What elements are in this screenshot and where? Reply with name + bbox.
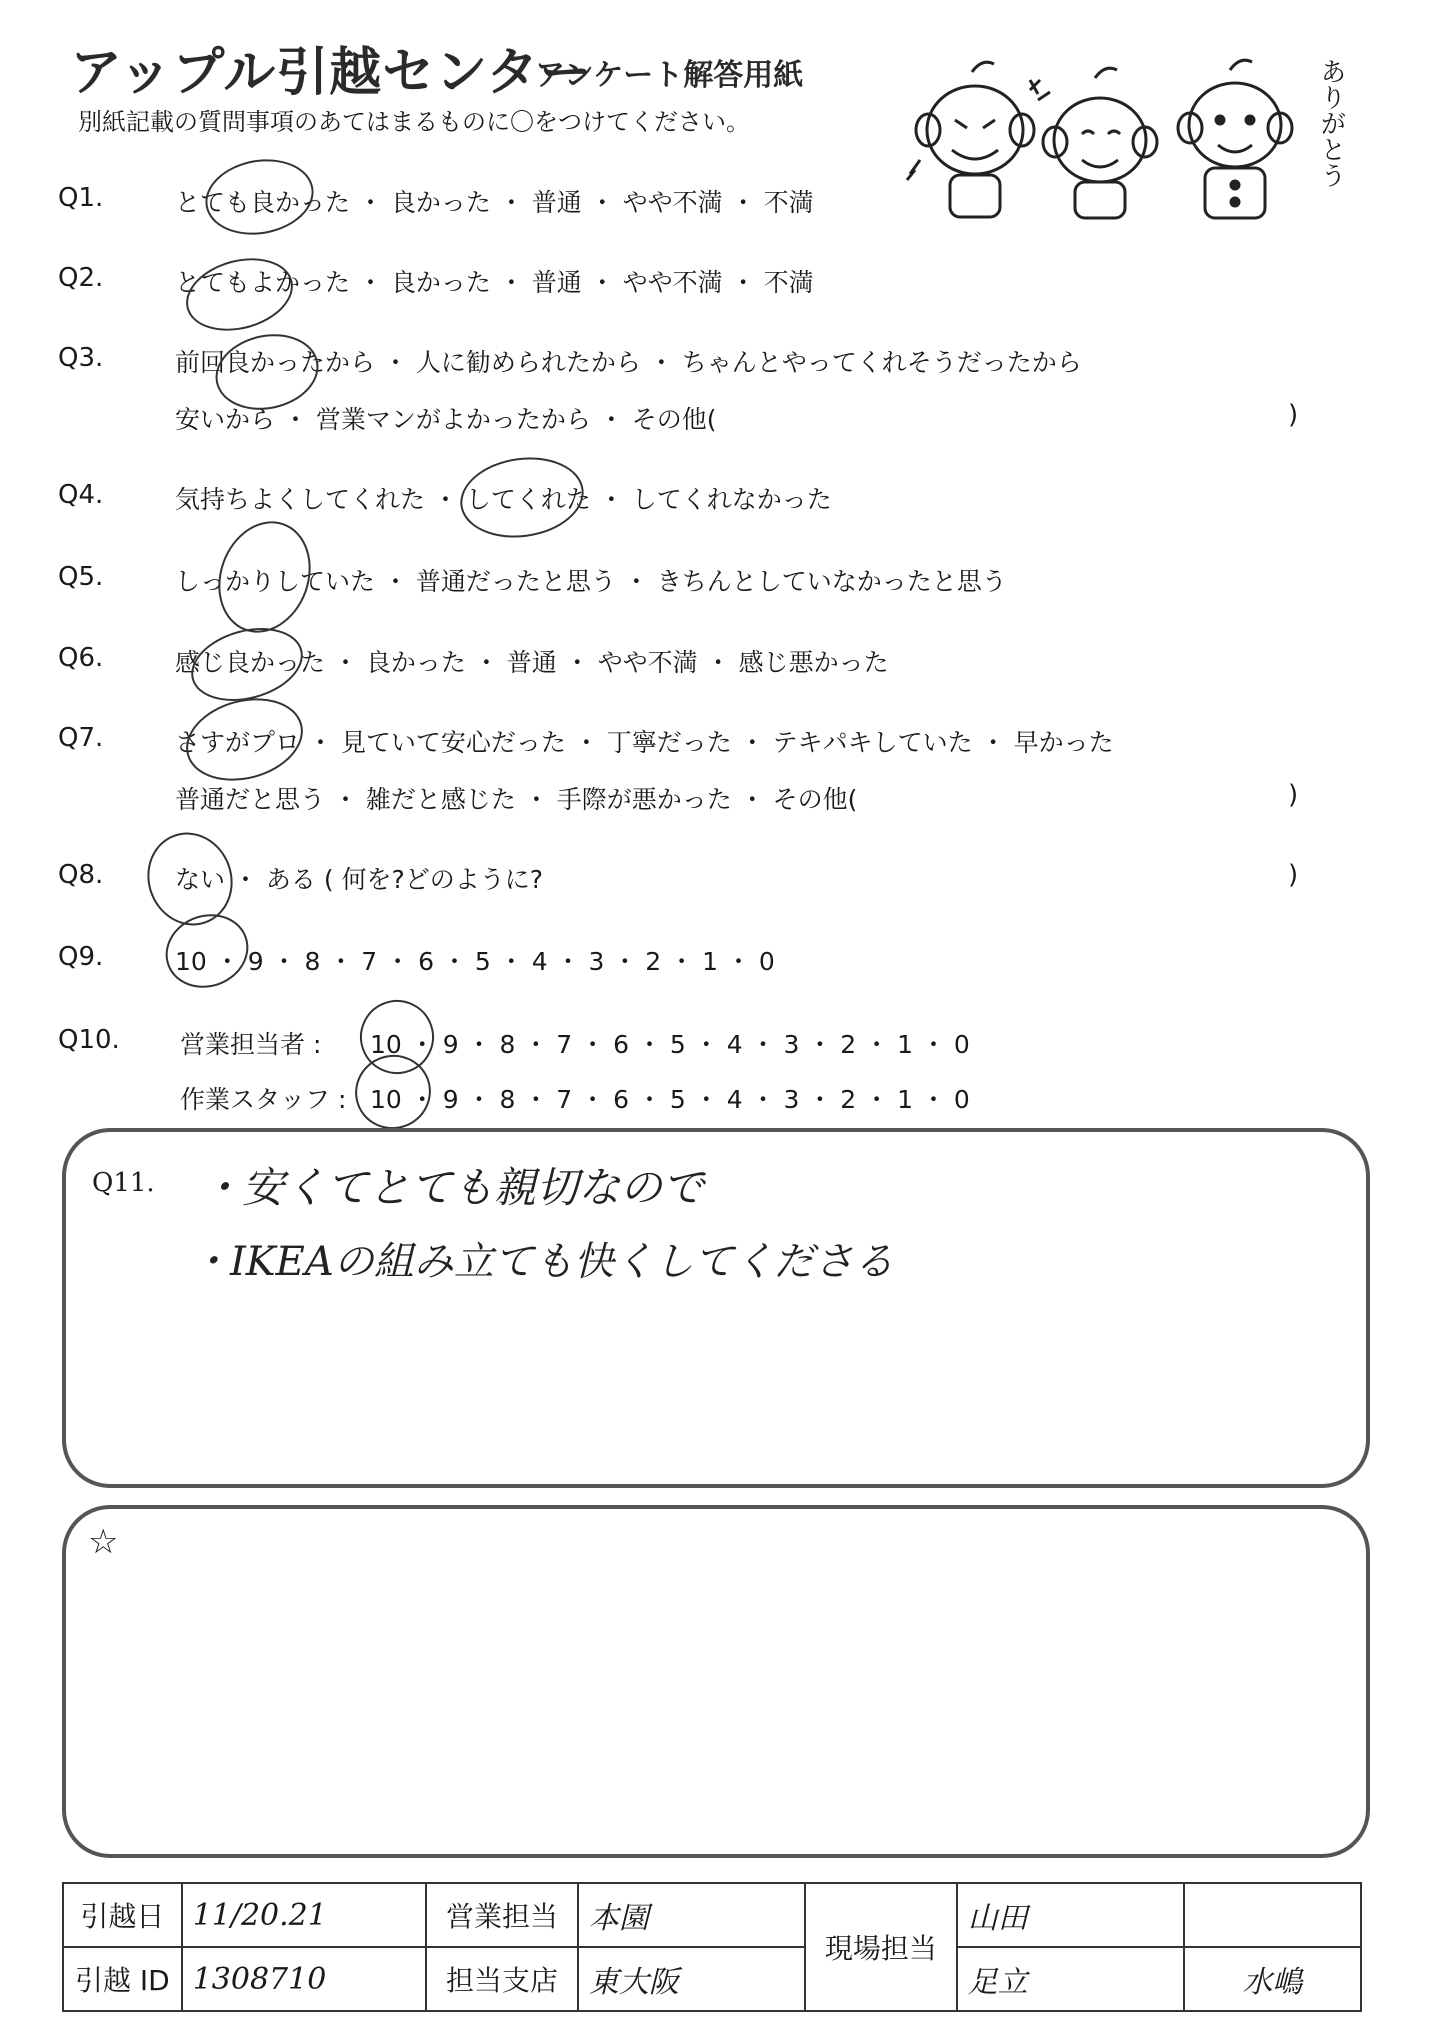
q10-staff-scale[interactable]: 10 ・ 9 ・ 8 ・ 7 ・ 6 ・ 5 ・ 4 ・ 3 ・ 2 ・ 1 ・ 0 — [370, 1085, 970, 1114]
mascot-thanks-text: ありがとう — [1316, 58, 1346, 188]
form-subtitle: アンケート解答用紙 — [535, 58, 804, 93]
site-rep-value-2[interactable]: 足立 — [957, 1947, 1184, 2011]
q7-selection-circle — [177, 686, 312, 793]
q10-label: Q10. — [58, 1025, 120, 1055]
monkey-mascots-illustration — [900, 50, 1340, 225]
q2-selection-circle — [178, 247, 301, 342]
company-title: アップル引越センター — [70, 43, 593, 103]
q9-label: Q9. — [58, 942, 104, 972]
q7-options-line2[interactable]: 普通だと思う ・ 雑だと感じた ・ 手際が悪かった ・ その他( — [175, 785, 858, 814]
q1-label: Q1. — [58, 183, 104, 213]
q2-options[interactable]: とてもよかった ・ 良かった ・ 普通 ・ やや不満 ・ 不満 — [175, 268, 814, 297]
site-rep-label: 現場担当 — [805, 1883, 957, 2011]
q8-close-paren: ) — [1288, 860, 1299, 890]
site-rep-value-1[interactable]: 山田 — [957, 1883, 1184, 1947]
q7-close-paren: ) — [1288, 780, 1299, 810]
star-comment-box[interactable] — [62, 1505, 1370, 1858]
move-id-value[interactable]: 1308710 — [182, 1947, 426, 2011]
q4-selection-circle — [455, 450, 589, 545]
sales-rep-value[interactable]: 本園 — [578, 1883, 805, 1947]
q11-comment-line1: ・安くてとても親切なので — [200, 1163, 705, 1212]
q11-comment-line2: ・IKEAの組み立ても快くしてくださる — [190, 1239, 894, 1285]
q11-label: Q11. — [92, 1168, 155, 1198]
instruction-text: 別紙記載の質問事項のあてはまるものに〇をつけてください。 — [78, 108, 750, 136]
move-date-value[interactable]: 11/20.21 — [182, 1883, 426, 1947]
site-rep-value-3[interactable]: 水嶋 — [1184, 1947, 1361, 2011]
footer-info-table — [62, 1882, 1362, 2012]
move-id-label: 引越 ID — [63, 1947, 182, 2011]
q10-staff-label: 作業スタッフ : — [180, 1085, 347, 1114]
q6-options[interactable]: 感じ良かった ・ 良かった ・ 普通 ・ やや不満 ・ 感じ悪かった — [175, 648, 889, 677]
q10-sales-label: 営業担当者 : — [180, 1030, 322, 1059]
q2-label: Q2. — [58, 263, 104, 293]
q5-selection-circle — [203, 508, 326, 646]
branch-label: 担当支店 — [426, 1947, 578, 2011]
q5-options[interactable]: しっかりしていた ・ 普通だったと思う ・ きちんとしていなかったと思う — [175, 567, 1007, 596]
sales-rep-label: 営業担当 — [426, 1883, 578, 1947]
site-rep-empty-cell[interactable] — [1184, 1883, 1361, 1947]
q1-selection-circle — [199, 151, 319, 243]
q3-options-line1[interactable]: 前回良かったから ・ 人に勧められたから ・ ちゃんとやってくれそうだったから — [175, 348, 1082, 377]
q9-scale[interactable]: 10 ・ 9 ・ 8 ・ 7 ・ 6 ・ 5 ・ 4 ・ 3 ・ 2 ・ 1 ・ 0 — [175, 947, 775, 976]
q4-label: Q4. — [58, 480, 104, 510]
move-date-label: 引越日 — [63, 1883, 182, 1947]
q8-options[interactable]: ない ・ ある ( 何を?どのように? — [175, 865, 544, 894]
q5-label: Q5. — [58, 562, 104, 592]
q6-label: Q6. — [58, 643, 104, 673]
q4-options[interactable]: 気持ちよくしてくれた ・ してくれた ・ してくれなかった — [175, 485, 832, 514]
q1-options[interactable]: とても良かった ・ 良かった ・ 普通 ・ やや不満 ・ 不満 — [175, 188, 814, 217]
q3-label: Q3. — [58, 343, 104, 373]
q3-options-line2[interactable]: 安いから ・ 営業マンがよかったから ・ その他( — [175, 405, 717, 434]
q8-label: Q8. — [58, 860, 104, 890]
q7-options-line1[interactable]: さすがプロ ・ 見ていて安心だった ・ 丁寧だった ・ テキパキしていた ・ 早かった — [175, 728, 1114, 757]
q3-close-paren: ) — [1288, 400, 1299, 430]
branch-value[interactable]: 東大阪 — [578, 1947, 805, 2011]
q10-sales-scale[interactable]: 10 ・ 9 ・ 8 ・ 7 ・ 6 ・ 5 ・ 4 ・ 3 ・ 2 ・ 1 ・ 0 — [370, 1030, 970, 1059]
q7-label: Q7. — [58, 723, 104, 753]
star-icon: ☆ — [88, 1522, 119, 1562]
